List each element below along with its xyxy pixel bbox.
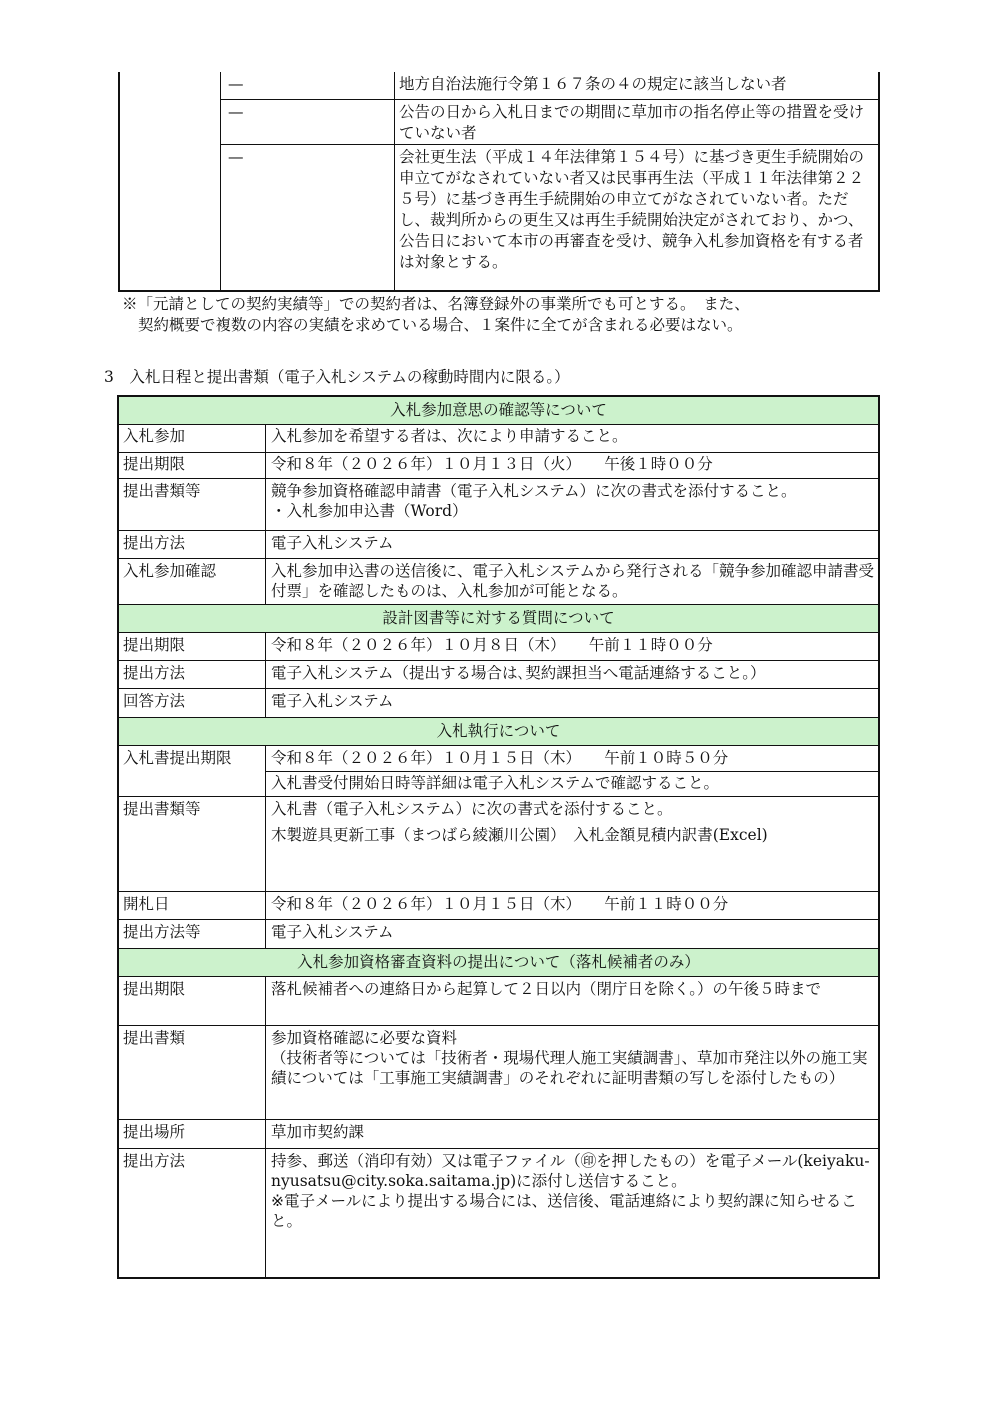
note-line-1: ※「元請としての契約実績等」での契約者は、名簿登録外の事業所でも可とする。 また、 [122,295,750,313]
row-label: 入札参加 [123,427,186,445]
section-title-review: 入札参加資格審査資料の提出について（落札候補者のみ） [119,949,878,976]
schedule-table [117,395,880,1279]
row-value: 入札書（電子入札システム）に次の書式を添付すること。 [271,800,673,818]
row-label: 提出書類等 [123,482,201,500]
requirement-text: 会社更生法（平成１４年法律第１５４号）に基づき更生手続開始の申立てがなされていない者又は民事再生法（平成１１年法律第２２５号）に基づき再生手続開始の申立てがなされていない者。ただし、裁判所からの更生又は再生手続開始決定がされており、かつ、公告日において本市の再審査を受け、競争入札参加資格を有する者は対象とする。 [399,148,865,271]
row-label: 入札参加確認 [123,562,217,580]
row-value: 落札候補者への連絡日から起算して２日以内（閉庁日を除く。）の午後５時まで [271,980,821,998]
section-title-participation: 入札参加意思の確認等について [119,397,878,424]
row-value: 令和８年（２０２６年）１０月１５日（木） 午前１１時００分 [271,895,729,913]
row-value: 電子入札システム [271,692,394,710]
section-title-execution: 入札執行について [119,718,878,745]
requirement-text: 地方自治法施行令第１６７条の４の規定に該当しない者 [399,75,787,93]
row-value: 持参、郵送（消印有効）又は電子ファイル（㊞を押したもの）を電子メール(keiyaku-nyusatsu@city.soka.saitama.jp)に添付し送信すること。 ※電子メールにより提出する場合には、送信後、電話連絡により契約課に知らせること。 [271,1152,870,1230]
row-value: 入札参加申込書の送信後に、電子入札システムから発行される「競争参加確認申請書受付票」を確認したものは、入札参加が可能となる。 [271,562,874,600]
row-label: 提出方法 [123,534,186,552]
row-value: 電子入札システム [271,923,394,941]
row-value: 草加市契約課 [271,1123,365,1141]
row-label: 入札書提出期限 [123,749,232,767]
row-value: 木製遊具更新工事（まつばら綾瀬川公園） 入札金額見積内訳書(Excel) [271,826,768,844]
row-label: 提出方法 [123,1152,186,1170]
section-3-heading: 3 入札日程と提出書類（電子入札システムの稼動時間内に限る。） [104,368,570,386]
requirement-marker: — [228,148,244,166]
row-value: 参加資格確認に必要な資料 （技術者等については「技術者・現場代理人施工実績調書」、草加市発注以外の施工実績については「工事施工実績調書」のそれぞれに証明書類の写しを添付したもの） [271,1029,868,1087]
row-value: 入札参加を希望する者は、次により申請すること。 [271,427,628,445]
row-label: 回答方法 [123,692,186,710]
row-value: 電子入札システム（提出する場合は､契約課担当へ電話連絡すること。） [271,664,766,682]
row-value: 令和８年（２０２６年）１０月８日（木） 午前１１時００分 [271,636,713,654]
row-label: 提出書類 [123,1029,186,1047]
row-value: 競争参加資格確認申請書（電子入札システム）に次の書式を添付すること。 ・入札参加申込書（Word） [271,482,797,520]
section-title-questions: 設計図書等に対する質問について [119,605,878,632]
row-label: 提出期限 [123,455,186,473]
row-label: 開札日 [123,895,170,913]
note-line-2: 契約概要で複数の内容の実績を求めている場合、１案件に全てが含まれる必要はない。 [138,316,743,334]
requirements-table [118,72,880,292]
row-label: 提出期限 [123,980,186,998]
row-label: 提出期限 [123,636,186,654]
requirement-marker: — [228,103,244,121]
row-value: 電子入札システム [271,534,394,552]
row-label: 提出書類等 [123,800,201,818]
row-label: 提出方法等 [123,923,201,941]
requirement-text: 公告の日から入札日までの期間に草加市の指名停止等の措置を受けていない者 [399,103,865,142]
requirement-marker: — [228,75,244,93]
row-label: 提出場所 [123,1123,186,1141]
row-value: 令和８年（２０２６年）１０月１３日（火） 午後１時００分 [271,455,713,473]
row-label: 提出方法 [123,664,186,682]
row-note: 入札書受付開始日時等詳細は電子入札システムで確認すること。 [271,774,719,792]
row-value: 令和８年（２０２６年）１０月１５日（木） 午前１０時５０分 [271,749,729,767]
